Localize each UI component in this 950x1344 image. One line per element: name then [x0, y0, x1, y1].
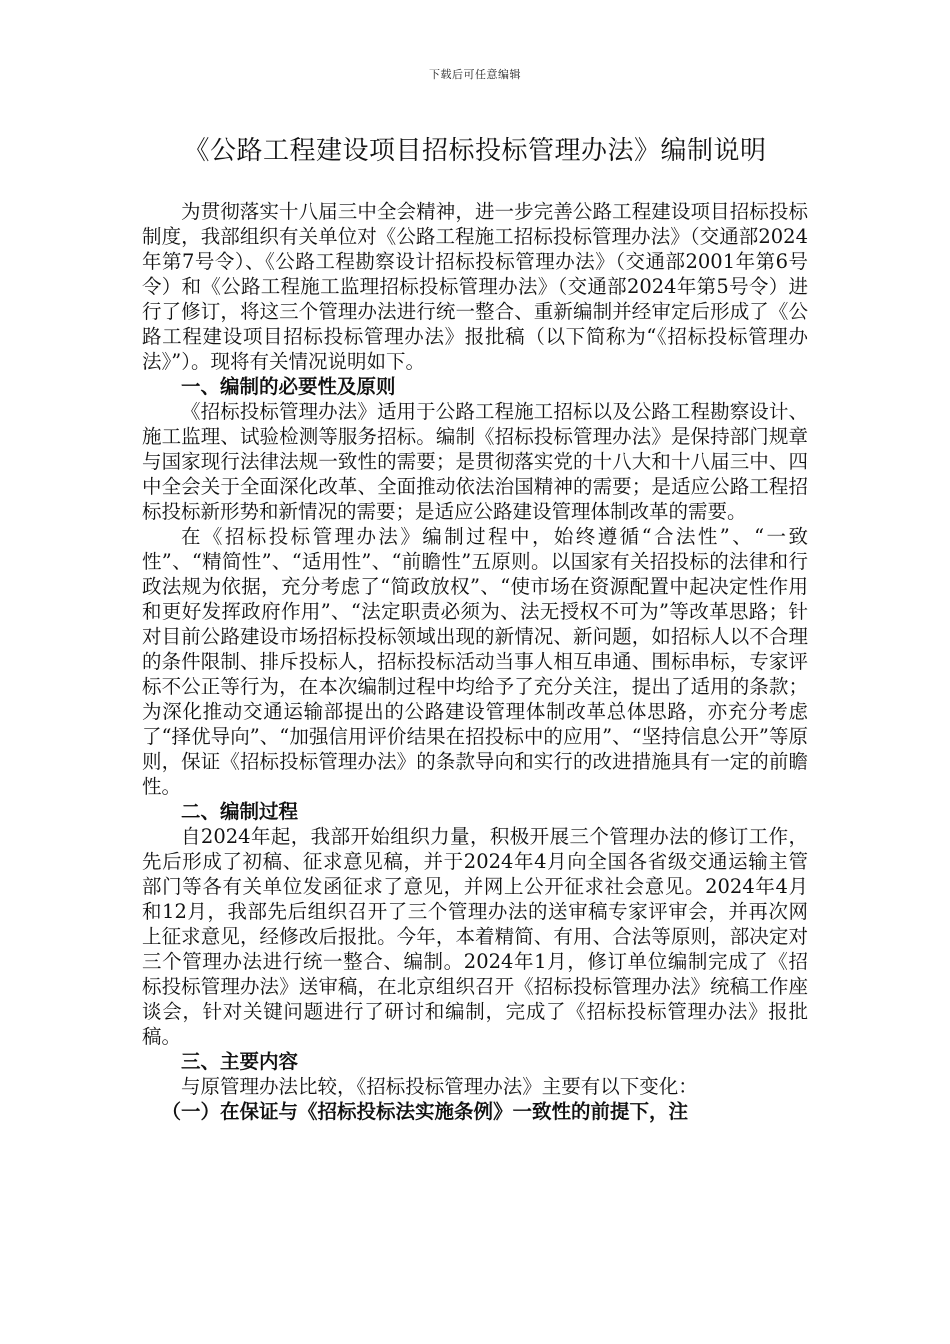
header-note: 下载后可任意编辑 [429, 68, 521, 81]
document-body [142, 199, 808, 1124]
document-title: 《公路工程建设项目招标投标管理办法》编制说明 [183, 136, 767, 166]
section-heading-2: 二、编制过程 [181, 800, 299, 823]
subsection-heading-1: （一）在保证与《招标投标法实施条例》一致性的前提下，注 [161, 1100, 689, 1123]
section-3-paragraph-1: 与原管理办法比较，《招标投标管理办法》主要有以下变化： [181, 1075, 698, 1098]
section-heading-3: 三、主要内容 [181, 1050, 299, 1073]
intro-paragraph: 为贯彻落实十八届三中全会精神，进一步完善公路工程建设项目招标投标制度，我部组织有关单位对《公路工程施工招标投标管理办法》（交通部2024年第7号令）、《公路工程勘察设计招标投标管理办法》（交通部2001年第6号令）和《公路工程施工监理招标投标管理办法》（交通部2024年第5号令）进行了修订，将这三个管理办法进行统一整合、重新编制并经审定后形成了《公路工程建设项目招标投标管理办法》报批稿（以下简称为“《招标投标管理办法》”）。现将有关情况说明如下。 [142, 200, 808, 373]
section-2-paragraph-1: 自2024年起，我部开始组织力量，积极开展三个管理办法的修订工作，先后形成了初稿、征求意见稿，并于2024年4月向全国各省级交通运输主管部门等各有关单位发函征求了意见，并网上公开征求社会意见。2024年4月和12月，我部先后组织召开了三个管理办法的送审稿专家评审会，并再次网上征求意见，经修改后报批。今年，本着精简、有用、合法等原则，部决定对三个管理办法进行统一整合、编制。2024年1月，修订单位编制完成了《招标投标管理办法》送审稿，在北京组织召开《招标投标管理办法》统稿工作座谈会，针对关键问题进行了研讨和编制，完成了《招标投标管理办法》报批稿。 [142, 825, 808, 1048]
section-1-paragraph-1: 《招标投标管理办法》适用于公路工程施工招标以及公路工程勘察设计、施工监理、试验检测等服务招标。编制《招标投标管理办法》是保持部门规章与国家现行法律法规一致性的需要；是贯彻落实党的十八大和十八届三中、四中全会关于全面深化改革、全面推动依法治国精神的需要；是适应公路工程招标投标新形势和新情况的需要；是适应公路建设管理体制改革的需要。 [142, 400, 808, 523]
section-1-paragraph-2: 在《招标投标管理办法》编制过程中，始终遵循“合法性”、“一致性”、“精简性”、“适用性”、“前瞻性”五原则。以国家有关招投标的法律和行政法规为依据，充分考虑了“简政放权”、“使市场在资源配置中起决定性作用和更好发挥政府作用”、“法定职责必须为、法无授权不可为”等改革思路；针对目前公路建设市场招标投标领域出现的新情况、新问题，如招标人以不合理的条件限制、排斥投标人，招标投标活动当事人相互串通、围标串标，专家评标不公正等行为，在本次编制过程中均给予了充分关注，提出了适用的条款；为深化推动交通运输部提出的公路建设管理体制改革总体思路，亦充分考虑了“择优导向”、“加强信用评价结果在招投标中的应用”、“坚持信息公开”等原则，保证《招标投标管理办法》的条款导向和实行的改进措施具有一定的前瞻性。 [142, 525, 808, 798]
section-heading-1: 一、编制的必要性及原则 [181, 375, 396, 398]
